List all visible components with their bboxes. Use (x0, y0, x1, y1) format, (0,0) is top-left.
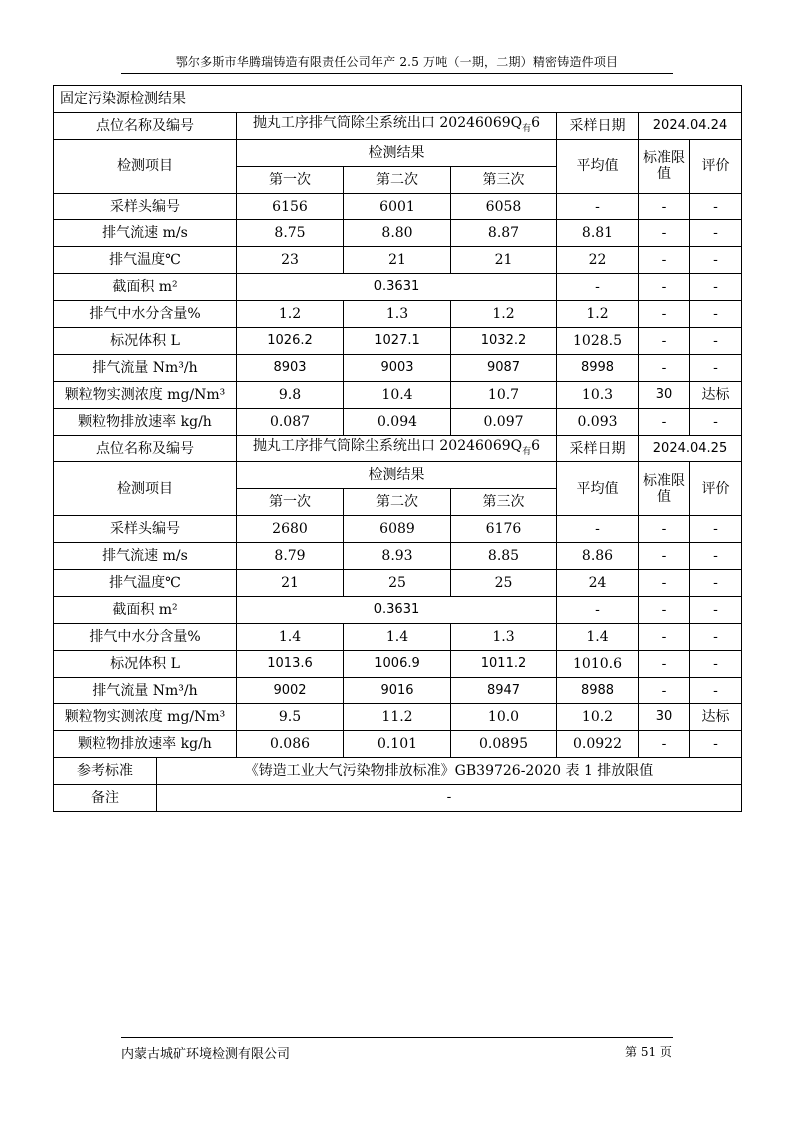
evaluation-cell: - (690, 596, 742, 623)
value-cell: 1.2 (451, 301, 557, 328)
point-name-label: 点位名称及编号 (54, 435, 237, 462)
evaluation-cell: - (690, 193, 742, 220)
third-header: 第三次 (451, 166, 557, 193)
second-header: 第二次 (344, 489, 451, 516)
average-cell: 0.093 (557, 408, 639, 435)
average-cell: - (557, 516, 639, 543)
item-cell: 颗粒物实测浓度 mg/Nm³ (54, 704, 237, 731)
average-cell: 10.2 (557, 704, 639, 731)
evaluation-cell: - (690, 220, 742, 247)
evaluation-cell: - (690, 516, 742, 543)
value-cell: 8903 (237, 354, 344, 381)
item-cell: 标况体积 L (54, 328, 237, 355)
average-cell: 0.0922 (557, 731, 639, 758)
monitoring-results-table (53, 85, 742, 812)
value-cell: 25 (451, 570, 557, 597)
footer-company: 内蒙古城矿环境检测有限公司 (121, 1047, 291, 1062)
item-cell: 颗粒物实测浓度 mg/Nm³ (54, 381, 237, 408)
point-code: 抛丸工序排气筒除尘系统出口 20246069Q (252, 114, 523, 131)
value-cell: 10.7 (451, 381, 557, 408)
average-cell: 10.3 (557, 381, 639, 408)
value-cell: 9.5 (237, 704, 344, 731)
evaluation-cell: - (690, 408, 742, 435)
item-cell: 排气温度℃ (54, 570, 237, 597)
limit-cell: - (639, 247, 690, 274)
remarks-label: 备注 (54, 785, 157, 812)
item-cell: 排气流速 m/s (54, 543, 237, 570)
value-cell: 1027.1 (344, 328, 451, 355)
sample-date-value: 2024.04.24 (639, 112, 742, 139)
merged-value-cell: 0.3631 (237, 596, 557, 623)
table-row (54, 193, 742, 220)
value-cell: 1032.2 (451, 328, 557, 355)
average-cell: - (557, 596, 639, 623)
limit-cell: - (639, 623, 690, 650)
table-row (54, 704, 742, 731)
item-cell: 排气温度℃ (54, 247, 237, 274)
item-cell: 排气流量 Nm³/h (54, 677, 237, 704)
value-cell: 6156 (237, 193, 344, 220)
sample-date-label: 采样日期 (557, 112, 639, 139)
average-cell: 1010.6 (557, 650, 639, 677)
reference-label: 参考标准 (54, 758, 157, 785)
value-cell: 8.80 (344, 220, 451, 247)
value-cell: 9003 (344, 354, 451, 381)
value-cell: 25 (344, 570, 451, 597)
value-cell: 8947 (451, 677, 557, 704)
item-header: 检测项目 (54, 462, 237, 516)
value-cell: 8.75 (237, 220, 344, 247)
table-row (54, 220, 742, 247)
evaluation-cell: - (690, 623, 742, 650)
value-cell: 0.094 (344, 408, 451, 435)
table-row (54, 650, 742, 677)
reference-row (54, 758, 742, 785)
point-row (54, 112, 742, 139)
value-cell: 0.101 (344, 731, 451, 758)
value-cell: 0.097 (451, 408, 557, 435)
evaluation-header: 评价 (690, 139, 742, 193)
value-cell: 6089 (344, 516, 451, 543)
evaluation-cell: - (690, 328, 742, 355)
limit-cell: - (639, 596, 690, 623)
average-header: 平均值 (557, 139, 639, 193)
value-cell: 6176 (451, 516, 557, 543)
table-row (54, 596, 742, 623)
remarks-value: - (157, 785, 742, 812)
footer-page-number: 第 51 页 (625, 1045, 672, 1059)
footer-rule (121, 1037, 673, 1038)
limit-header: 标准限值 (639, 462, 690, 516)
average-cell: 8988 (557, 677, 639, 704)
value-cell: 23 (237, 247, 344, 274)
limit-cell: - (639, 220, 690, 247)
sample-date-label: 采样日期 (557, 435, 639, 462)
value-cell: 21 (344, 247, 451, 274)
point-code-suffix: 6 (531, 437, 541, 454)
limit-cell: 30 (639, 381, 690, 408)
results-header: 检测结果 (237, 462, 557, 489)
point-code-subscript: 有 (522, 123, 532, 134)
limit-header: 标准限值 (639, 139, 690, 193)
evaluation-cell: 达标 (690, 704, 742, 731)
item-cell: 采样头编号 (54, 193, 237, 220)
evaluation-cell: 达标 (690, 381, 742, 408)
item-cell: 截面积 m² (54, 274, 237, 301)
value-cell: 21 (237, 570, 344, 597)
limit-cell: - (639, 408, 690, 435)
value-cell: 9.8 (237, 381, 344, 408)
table-row (54, 677, 742, 704)
item-cell: 颗粒物排放速率 kg/h (54, 731, 237, 758)
reference-value: 《铸造工业大气污染物排放标准》GB39726-2020 表 1 排放限值 (157, 758, 742, 785)
evaluation-cell: - (690, 570, 742, 597)
table-row (54, 301, 742, 328)
evaluation-cell: - (690, 650, 742, 677)
limit-cell: - (639, 650, 690, 677)
value-cell: 9016 (344, 677, 451, 704)
average-cell: 24 (557, 570, 639, 597)
point-code: 抛丸工序排气筒除尘系统出口 20246069Q (252, 437, 523, 454)
value-cell: 8.87 (451, 220, 557, 247)
value-cell: 0.087 (237, 408, 344, 435)
average-cell: 8.86 (557, 543, 639, 570)
average-cell: 8.81 (557, 220, 639, 247)
table-row (54, 381, 742, 408)
value-cell: 1013.6 (237, 650, 344, 677)
point-name-value (237, 112, 557, 139)
average-header: 平均值 (557, 462, 639, 516)
limit-cell: - (639, 570, 690, 597)
average-cell: 1.2 (557, 301, 639, 328)
column-header-row (54, 462, 742, 489)
item-cell: 排气中水分含量% (54, 623, 237, 650)
value-cell: 8.79 (237, 543, 344, 570)
value-cell: 1006.9 (344, 650, 451, 677)
evaluation-cell: - (690, 274, 742, 301)
limit-cell: - (639, 543, 690, 570)
value-cell: 9002 (237, 677, 344, 704)
value-cell: 10.4 (344, 381, 451, 408)
value-cell: 1.4 (344, 623, 451, 650)
evaluation-cell: - (690, 354, 742, 381)
first-header: 第一次 (237, 166, 344, 193)
item-cell: 标况体积 L (54, 650, 237, 677)
sample-date-value: 2024.04.25 (639, 435, 742, 462)
value-cell: 9087 (451, 354, 557, 381)
limit-cell: - (639, 193, 690, 220)
evaluation-cell: - (690, 677, 742, 704)
limit-cell: 30 (639, 704, 690, 731)
evaluation-header: 评价 (690, 462, 742, 516)
table-row (54, 354, 742, 381)
item-cell: 排气流速 m/s (54, 220, 237, 247)
value-cell: 1.3 (344, 301, 451, 328)
average-cell: 1028.5 (557, 328, 639, 355)
remarks-row (54, 785, 742, 812)
limit-cell: - (639, 328, 690, 355)
limit-cell: - (639, 301, 690, 328)
point-name-label: 点位名称及编号 (54, 112, 237, 139)
value-cell: 6058 (451, 193, 557, 220)
table-row (54, 570, 742, 597)
item-cell: 排气流量 Nm³/h (54, 354, 237, 381)
evaluation-cell: - (690, 247, 742, 274)
first-header: 第一次 (237, 489, 344, 516)
column-header-row (54, 139, 742, 166)
value-cell: 6001 (344, 193, 451, 220)
item-cell: 排气中水分含量% (54, 301, 237, 328)
evaluation-cell: - (690, 731, 742, 758)
point-code-suffix: 6 (531, 114, 541, 131)
average-cell: - (557, 193, 639, 220)
table-row (54, 623, 742, 650)
third-header: 第三次 (451, 489, 557, 516)
header-title: 鄂尔多斯市华腾瑞铸造有限责任公司年产 2.5 万吨（一期，二期）精密铸造件项目 (175, 55, 619, 69)
evaluation-cell: - (690, 301, 742, 328)
item-header: 检测项目 (54, 139, 237, 193)
point-row (54, 435, 742, 462)
table-row (54, 274, 742, 301)
average-cell: 1.4 (557, 623, 639, 650)
value-cell: 10.0 (451, 704, 557, 731)
point-name-value (237, 435, 557, 462)
limit-cell: - (639, 274, 690, 301)
results-header: 检测结果 (237, 139, 557, 166)
value-cell: 0.086 (237, 731, 344, 758)
table-row (54, 543, 742, 570)
header-rule (121, 73, 673, 74)
item-cell: 颗粒物排放速率 kg/h (54, 408, 237, 435)
item-cell: 截面积 m² (54, 596, 237, 623)
value-cell: 1.3 (451, 623, 557, 650)
limit-cell: - (639, 677, 690, 704)
table-row (54, 328, 742, 355)
table-row (54, 408, 742, 435)
table-row (54, 731, 742, 758)
value-cell: 8.93 (344, 543, 451, 570)
value-cell: 1.2 (237, 301, 344, 328)
limit-cell: - (639, 354, 690, 381)
average-cell: 8998 (557, 354, 639, 381)
value-cell: 1011.2 (451, 650, 557, 677)
value-cell: 1026.2 (237, 328, 344, 355)
average-cell: 22 (557, 247, 639, 274)
limit-cell: - (639, 516, 690, 543)
limit-cell: - (639, 731, 690, 758)
evaluation-cell: - (690, 543, 742, 570)
value-cell: 1.4 (237, 623, 344, 650)
value-cell: 21 (451, 247, 557, 274)
point-code-subscript: 有 (522, 446, 532, 457)
table-row (54, 516, 742, 543)
value-cell: 2680 (237, 516, 344, 543)
table-caption: 固定污染源检测结果 (54, 86, 742, 113)
item-cell: 采样头编号 (54, 516, 237, 543)
second-header: 第二次 (344, 166, 451, 193)
table-row (54, 247, 742, 274)
merged-value-cell: 0.3631 (237, 274, 557, 301)
value-cell: 8.85 (451, 543, 557, 570)
value-cell: 0.0895 (451, 731, 557, 758)
value-cell: 11.2 (344, 704, 451, 731)
average-cell: - (557, 274, 639, 301)
